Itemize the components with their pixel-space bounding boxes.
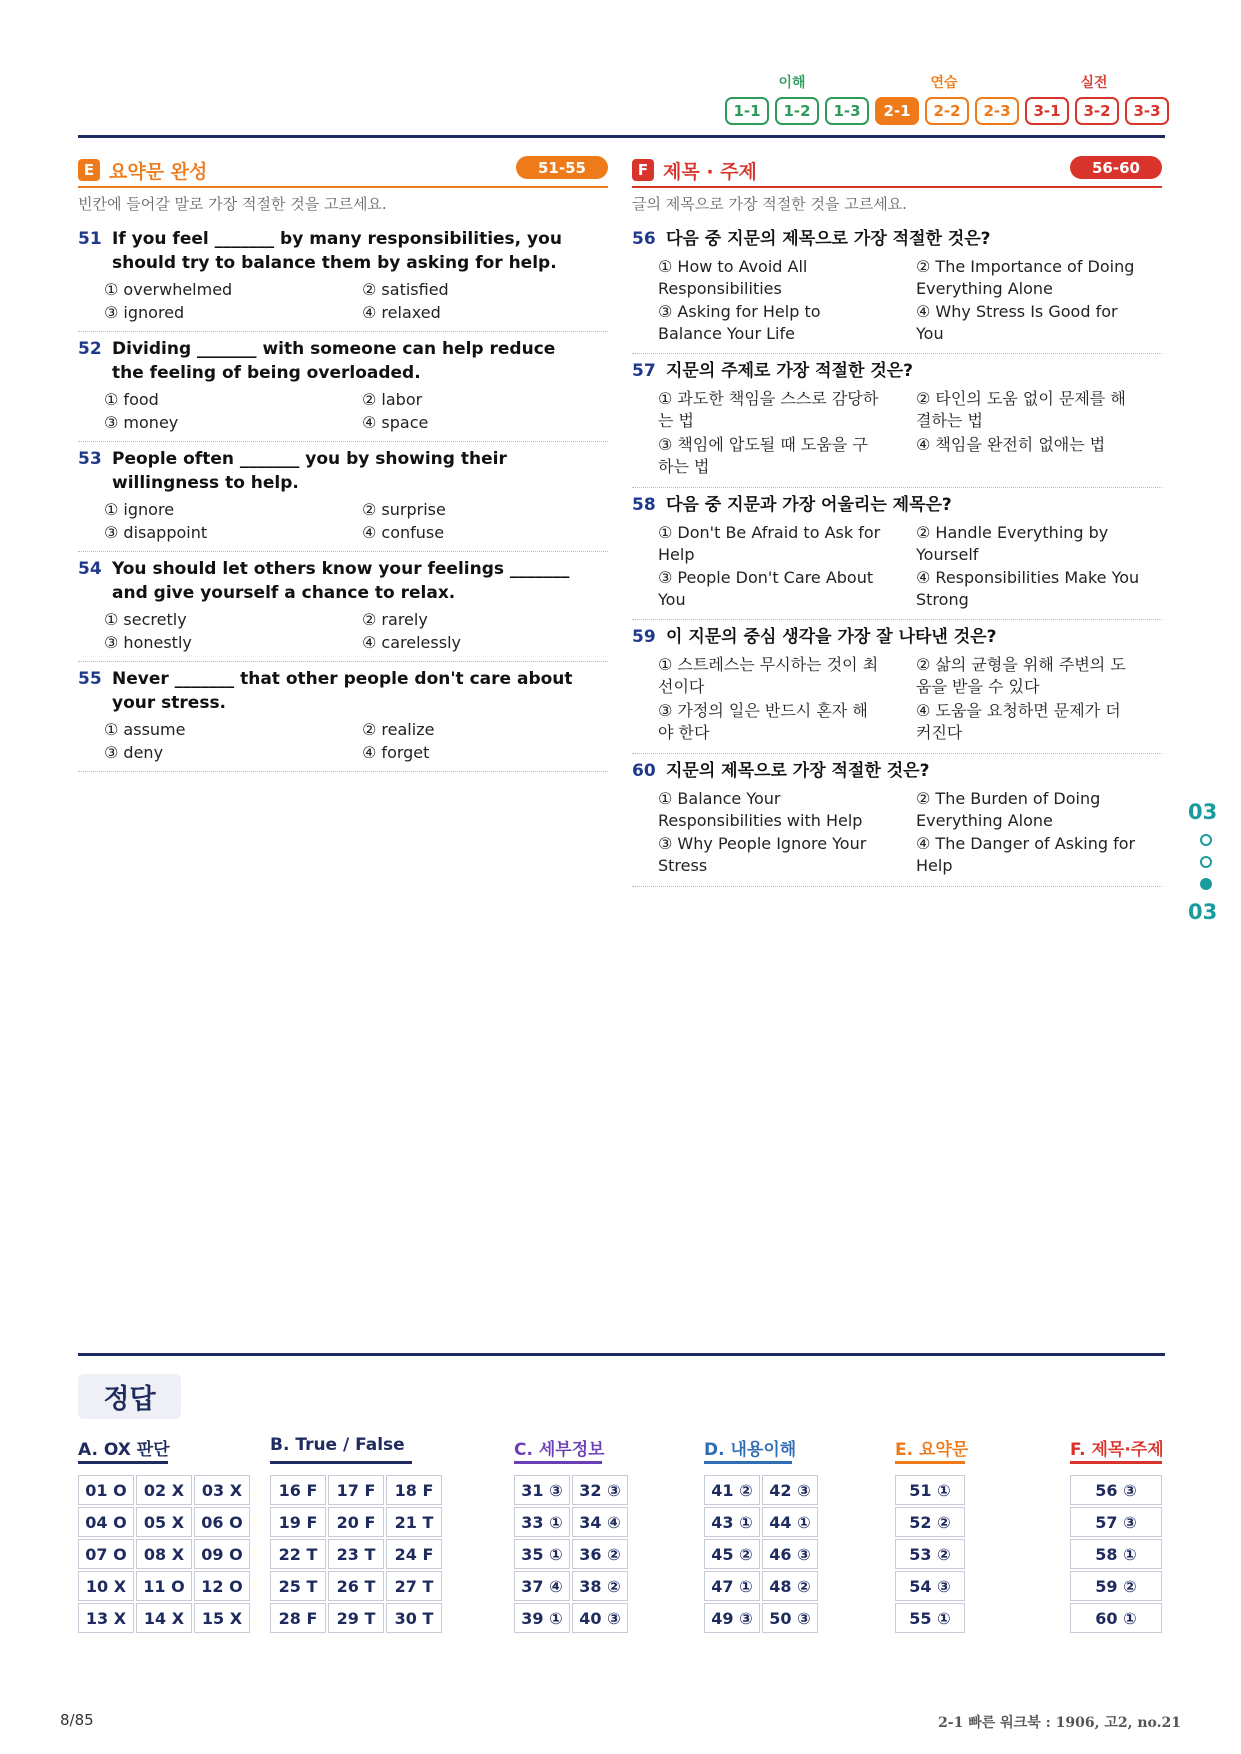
separator xyxy=(632,487,1162,488)
question-text: 이 지문의 중심 생각을 가장 잘 나타낸 것은? xyxy=(666,627,997,647)
nav-group-label-understand: 이해 xyxy=(778,75,806,91)
question-number: 52 xyxy=(78,339,102,359)
answer-cell: 32 ③ xyxy=(572,1475,628,1505)
question-number: 57 xyxy=(632,361,656,381)
separator xyxy=(632,619,1162,620)
separator xyxy=(632,353,1162,354)
answer-cell: 43 ① xyxy=(704,1507,760,1537)
question-text-line2: your stress. xyxy=(112,693,227,713)
option-53-1[interactable]: ① ignore xyxy=(104,500,175,519)
question-number: 54 xyxy=(78,559,102,579)
side-tab-dot-empty xyxy=(1200,834,1212,846)
answer-cell: 18 F xyxy=(386,1475,442,1505)
answer-cell: 36 ② xyxy=(572,1539,628,1569)
answer-cell: 47 ① xyxy=(704,1571,760,1601)
question-text: 다음 중 지문과 가장 어울리는 제목은? xyxy=(666,495,952,515)
option-56-4[interactable]: ④ Why Stress Is Good for You xyxy=(916,302,1118,343)
section-f-header xyxy=(632,155,757,185)
question-number: 59 xyxy=(632,627,656,647)
answer-group-label: A. OX 판단 xyxy=(78,1440,170,1460)
option-55-3[interactable]: ③ deny xyxy=(104,743,164,762)
separator xyxy=(632,753,1162,754)
option-55-4[interactable]: ④ forget xyxy=(362,743,430,762)
nav-button-3-3[interactable]: 3-3 xyxy=(1125,97,1169,125)
answer-cell: 51 ① xyxy=(895,1475,965,1505)
answer-cell: 05 X xyxy=(136,1507,192,1537)
option-60-1[interactable]: ① Balance Your Responsibilities with Help xyxy=(658,789,863,830)
answer-cell: 31 ③ xyxy=(514,1475,570,1505)
question-59 xyxy=(632,625,1162,649)
question-number: 58 xyxy=(632,495,656,515)
answer-cell: 45 ② xyxy=(704,1539,760,1569)
answer-cell: 41 ② xyxy=(704,1475,760,1505)
answer-cell: 10 X xyxy=(78,1571,134,1601)
answer-cell: 50 ③ xyxy=(762,1603,818,1633)
option-51-4[interactable]: ④ relaxed xyxy=(362,303,441,322)
nav-button-3-1[interactable]: 3-1 xyxy=(1025,97,1069,125)
answer-group-label: C. 세부정보 xyxy=(514,1440,605,1460)
option-51-3[interactable]: ③ ignored xyxy=(104,303,185,322)
question-52 xyxy=(78,337,618,385)
answer-cell: 04 O xyxy=(78,1507,134,1537)
answer-group-label: D. 내용이해 xyxy=(704,1440,797,1460)
answer-cell: 23 T xyxy=(328,1539,384,1569)
question-53 xyxy=(78,447,618,495)
question-text: 지문의 주제로 가장 적절한 것은? xyxy=(666,361,914,381)
answer-group-underline xyxy=(704,1461,792,1464)
separator xyxy=(78,771,608,772)
answer-cell: 59 ② xyxy=(1070,1571,1162,1601)
nav-button-2-3[interactable]: 2-3 xyxy=(975,97,1019,125)
answer-group-underline xyxy=(78,1461,168,1464)
answer-cell: 29 T xyxy=(328,1603,384,1633)
side-tab-dot-empty xyxy=(1200,856,1212,868)
question-56 xyxy=(632,227,1162,251)
question-text-line1: You should let others know your feelings _______ xyxy=(112,559,570,579)
answer-group-underline xyxy=(270,1461,412,1464)
option-52-4[interactable]: ④ space xyxy=(362,413,429,432)
answer-cell: 20 F xyxy=(328,1507,384,1537)
option-56-3[interactable]: ③ Asking for Help to Balance Your Life xyxy=(658,302,821,343)
answers-title: 정답 xyxy=(78,1374,181,1419)
answer-cell: 35 ① xyxy=(514,1539,570,1569)
question-51 xyxy=(78,227,618,275)
question-text-line1: People often _______ you by showing their xyxy=(112,449,507,469)
question-text-line2: willingness to help. xyxy=(112,473,299,493)
option-52-2[interactable]: ② labor xyxy=(362,390,423,409)
answer-cell: 33 ① xyxy=(514,1507,570,1537)
answer-cell: 46 ③ xyxy=(762,1539,818,1569)
option-56-1[interactable]: ① How to Avoid All Responsibilities xyxy=(658,257,808,298)
option-54-1[interactable]: ① secretly xyxy=(104,610,187,629)
answer-cell: 56 ③ xyxy=(1070,1475,1162,1505)
option-51-2[interactable]: ② satisfied xyxy=(362,280,449,299)
question-57 xyxy=(632,359,1162,383)
answer-cell: 03 X xyxy=(194,1475,250,1505)
answer-cell: 01 O xyxy=(78,1475,134,1505)
section-f-letter: F xyxy=(632,159,654,181)
answer-cell: 54 ③ xyxy=(895,1571,965,1601)
option-60-4[interactable]: ④ The Danger of Asking for Help xyxy=(916,834,1136,875)
side-tab-dot-filled xyxy=(1200,878,1212,890)
answer-group-underline xyxy=(514,1461,602,1464)
question-text-line1: Never _______ that other people don't care about xyxy=(112,669,573,689)
answer-cell: 21 T xyxy=(386,1507,442,1537)
separator xyxy=(78,331,608,332)
answer-cell: 55 ① xyxy=(895,1603,965,1633)
question-number: 51 xyxy=(78,229,102,249)
option-53-2[interactable]: ② surprise xyxy=(362,500,446,519)
question-text: 지문의 제목으로 가장 적절한 것은? xyxy=(666,761,930,781)
section-e-header xyxy=(78,155,207,185)
nav-button-1-3[interactable]: 1-3 xyxy=(825,97,869,125)
answer-cell: 16 F xyxy=(270,1475,326,1505)
option-56-2[interactable]: ② The Importance of Doing Everything Alone xyxy=(916,257,1135,298)
question-number: 55 xyxy=(78,669,102,689)
option-60-2[interactable]: ② The Burden of Doing Everything Alone xyxy=(916,789,1101,830)
section-f-title: 제목 · 주제 xyxy=(663,160,757,183)
answer-cell: 58 ① xyxy=(1070,1539,1162,1569)
separator xyxy=(78,551,608,552)
separator xyxy=(78,441,608,442)
answer-cell: 24 F xyxy=(386,1539,442,1569)
option-58-3[interactable]: ③ People Don't Care About You xyxy=(658,568,874,609)
answer-cell: 15 X xyxy=(194,1603,250,1633)
answer-cell: 60 ① xyxy=(1070,1603,1162,1633)
question-text-line1: If you feel _______ by many responsibilities, you xyxy=(112,229,562,249)
nav-button-3-2[interactable]: 3-2 xyxy=(1075,97,1119,125)
nav-group-label-practice: 연습 xyxy=(930,75,958,91)
answers-divider xyxy=(78,1353,1165,1356)
answer-cell: 39 ① xyxy=(514,1603,570,1633)
option-53-3[interactable]: ③ disappoint xyxy=(104,523,208,542)
option-58-2[interactable]: ② Handle Everything by Yourself xyxy=(916,523,1109,564)
answer-cell: 48 ② xyxy=(762,1571,818,1601)
section-f-rule xyxy=(632,186,1162,188)
option-60-3[interactable]: ③ Why People Ignore Your Stress xyxy=(658,834,867,875)
separator xyxy=(632,886,1162,887)
separator xyxy=(78,661,608,662)
question-54 xyxy=(78,557,618,605)
page-number: 8/85 xyxy=(60,1711,94,1729)
option-58-1[interactable]: ① Don't Be Afraid to Ask for Help xyxy=(658,523,881,564)
option-55-2[interactable]: ② realize xyxy=(362,720,435,739)
question-text-line2: should try to balance them by asking for help. xyxy=(112,253,557,273)
source-note: 2-1 빠른 워크북 : 1906, 고2, no.21 xyxy=(938,1715,1181,1731)
nav-button-2-1-active[interactable]: 2-1 xyxy=(875,97,919,125)
question-55 xyxy=(78,667,618,715)
answer-group-underline xyxy=(1070,1461,1162,1464)
answer-cell: 07 O xyxy=(78,1539,134,1569)
answer-cell: 49 ③ xyxy=(704,1603,760,1633)
answer-cell: 11 O xyxy=(136,1571,192,1601)
option-57-1[interactable]: ① 과도한 책임을 스스로 감당하 는 법 xyxy=(658,389,879,430)
option-59-2[interactable]: ② 삶의 균형을 위해 주변의 도 움을 받을 수 있다 xyxy=(916,655,1126,696)
option-59-4[interactable]: ④ 도움을 요청하면 문제가 더 커진다 xyxy=(916,701,1121,742)
answer-cell: 25 T xyxy=(270,1571,326,1601)
answer-group-underline xyxy=(895,1461,965,1464)
answer-cell: 52 ② xyxy=(895,1507,965,1537)
option-54-2[interactable]: ② rarely xyxy=(362,610,428,629)
answer-cell: 40 ③ xyxy=(572,1603,628,1633)
section-e-title: 요약문 완성 xyxy=(109,160,208,183)
section-e-instruction: 빈칸에 들어갈 말로 가장 적절한 것을 고르세요. xyxy=(78,195,387,213)
answer-cell: 17 F xyxy=(328,1475,384,1505)
side-tab-chapter: 03 xyxy=(1188,800,1218,824)
answer-cell: 38 ② xyxy=(572,1571,628,1601)
question-text: 다음 중 지문의 제목으로 가장 적절한 것은? xyxy=(666,229,991,249)
option-59-1[interactable]: ① 스트레스는 무시하는 것이 최 선이다 xyxy=(658,655,879,696)
answer-group-label: B. True / False xyxy=(270,1435,405,1455)
answer-cell: 08 X xyxy=(136,1539,192,1569)
section-e-rule xyxy=(78,186,608,188)
option-57-4[interactable]: ④ 책임을 완전히 없애는 법 xyxy=(916,435,1106,454)
option-54-3[interactable]: ③ honestly xyxy=(104,633,192,652)
option-59-3[interactable]: ③ 가정의 일은 반드시 혼자 해 야 한다 xyxy=(658,701,868,742)
answer-cell: 44 ① xyxy=(762,1507,818,1537)
answer-cell: 09 O xyxy=(194,1539,250,1569)
option-57-3[interactable]: ③ 책임에 압도될 때 도움을 구 하는 법 xyxy=(658,435,868,476)
side-tab-unit: 03 xyxy=(1188,900,1218,924)
answer-cell: 57 ③ xyxy=(1070,1507,1162,1537)
answer-cell: 02 X xyxy=(136,1475,192,1505)
top-divider xyxy=(78,135,1165,138)
section-e-letter: E xyxy=(78,159,100,181)
question-text-line2: and give yourself a chance to relax. xyxy=(112,583,456,603)
question-number: 53 xyxy=(78,449,102,469)
option-54-4[interactable]: ④ carelessly xyxy=(362,633,461,652)
nav-button-2-2[interactable]: 2-2 xyxy=(925,97,969,125)
answer-cell: 34 ④ xyxy=(572,1507,628,1537)
answer-cell: 12 O xyxy=(194,1571,250,1601)
answer-cell: 14 X xyxy=(136,1603,192,1633)
option-52-3[interactable]: ③ money xyxy=(104,413,179,432)
nav-button-1-2[interactable]: 1-2 xyxy=(775,97,819,125)
section-f-range-badge: 56-60 xyxy=(1070,156,1162,179)
answer-cell: 42 ③ xyxy=(762,1475,818,1505)
answer-cell: 37 ④ xyxy=(514,1571,570,1601)
answer-group-label: E. 요약문 xyxy=(895,1440,969,1460)
answer-group-label: F. 제목·주제 xyxy=(1070,1440,1164,1460)
answer-cell: 19 F xyxy=(270,1507,326,1537)
question-text-line1: Dividing _______ with someone can help reduce xyxy=(112,339,556,359)
answer-cell: 22 T xyxy=(270,1539,326,1569)
question-number: 56 xyxy=(632,229,656,249)
option-51-1[interactable]: ① overwhelmed xyxy=(104,280,233,299)
option-57-2[interactable]: ② 타인의 도움 없이 문제를 해 결하는 법 xyxy=(916,389,1126,430)
section-e-range-badge: 51-55 xyxy=(516,156,608,179)
option-55-1[interactable]: ① assume xyxy=(104,720,186,739)
answer-cell: 53 ② xyxy=(895,1539,965,1569)
option-58-4[interactable]: ④ Responsibilities Make You Strong xyxy=(916,568,1140,609)
answer-cell: 28 F xyxy=(270,1603,326,1633)
question-60 xyxy=(632,759,1162,783)
answer-cell: 13 X xyxy=(78,1603,134,1633)
question-58 xyxy=(632,493,1162,517)
answer-cell: 27 T xyxy=(386,1571,442,1601)
answer-cell: 06 O xyxy=(194,1507,250,1537)
answer-cell: 26 T xyxy=(328,1571,384,1601)
option-53-4[interactable]: ④ confuse xyxy=(362,523,445,542)
section-f-instruction: 글의 제목으로 가장 적절한 것을 고르세요. xyxy=(632,195,907,213)
question-text-line2: the feeling of being overloaded. xyxy=(112,363,421,383)
nav-button-1-1[interactable]: 1-1 xyxy=(725,97,769,125)
nav-group-label-real: 실전 xyxy=(1080,75,1108,91)
answer-cell: 30 T xyxy=(386,1603,442,1633)
question-number: 60 xyxy=(632,761,656,781)
option-52-1[interactable]: ① food xyxy=(104,390,159,409)
